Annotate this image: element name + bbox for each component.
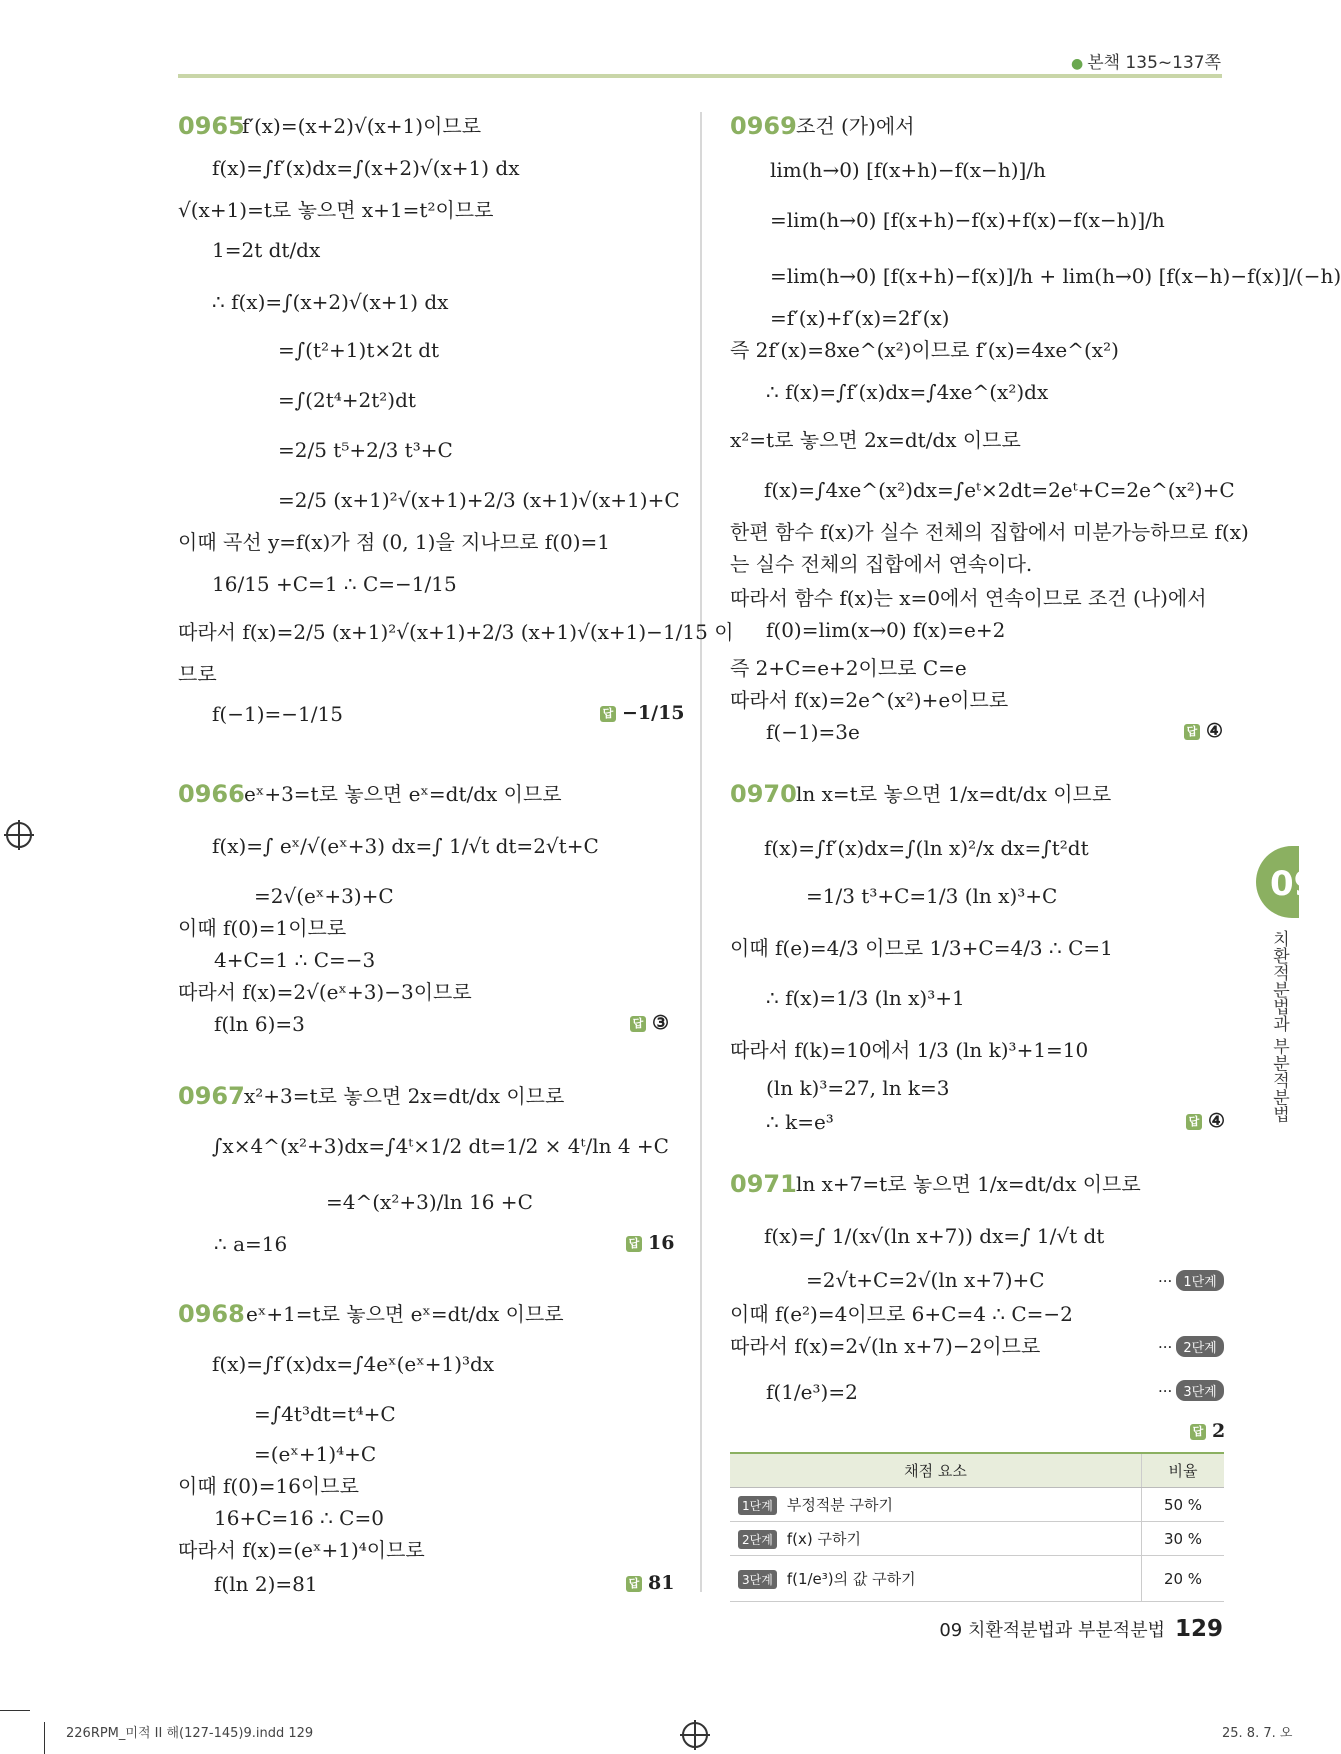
table-header: 채점 요소 비율 — [730, 1453, 1224, 1488]
solution-line: 즉 2f′(x)=8xe^(x²)이므로 f′(x)=4xe^(x²) — [730, 338, 1119, 362]
answer-icon: 답 — [626, 1576, 642, 1592]
table-cell: 50 % — [1142, 1488, 1225, 1522]
answer-badge: 답 ③ — [630, 1012, 669, 1034]
solution-line: ∴ f(x)=1/3 (ln x)³+1 — [766, 986, 965, 1010]
table-cell: 30 % — [1142, 1522, 1225, 1556]
solution-line: f(1/e³)=2 — [766, 1380, 858, 1404]
solution-line: =lim(h→0) [f(x+h)−f(x)+f(x)−f(x−h)]/h — [770, 208, 1165, 232]
answer-icon: 답 — [1184, 724, 1200, 740]
solution-line: =f′(x)+f′(x)=2f′(x) — [770, 306, 950, 330]
solution-line: ln x+7=t로 놓으면 1/x=dt/dx 이므로 — [796, 1172, 1141, 1196]
table-row — [730, 1522, 1224, 1556]
problem-number: 0966 — [178, 780, 245, 808]
answer-badge: 답 ④ — [1184, 720, 1223, 742]
solution-line: f(−1)=3e — [766, 720, 860, 744]
solution-line: 따라서 f(k)=10에서 1/3 (ln k)³+1=10 — [730, 1038, 1089, 1062]
solution-line: =∫4t³dt=t⁴+C — [254, 1402, 396, 1426]
solution-line: =∫(2t⁴+2t²)dt — [278, 388, 416, 412]
solution-line: f′(x)=(x+2)√(x+1)이므로 — [242, 114, 482, 138]
solution-line: 는 실수 전체의 집합에서 연속이다. — [730, 552, 1033, 576]
solution-line: =2/5 t⁵+2/3 t³+C — [278, 438, 453, 462]
solution-line: =2√(eˣ+3)+C — [254, 884, 394, 908]
solution-line: 이때 f(0)=16이므로 — [178, 1474, 359, 1498]
solution-line: =2√t+C=2√(ln x+7)+C — [806, 1268, 1045, 1292]
step-marker: ··· 2단계 — [1158, 1336, 1224, 1357]
solution-line: 16+C=16 ∴ C=0 — [214, 1506, 384, 1530]
solution-line: 이때 f(e)=4/3 이므로 1/3+C=4/3 ∴ C=1 — [730, 936, 1113, 960]
crop-mark — [44, 1722, 45, 1754]
solution-line: f(ln 6)=3 — [214, 1012, 305, 1036]
solution-line: 따라서 f(x)=(eˣ+1)⁴이므로 — [178, 1538, 425, 1562]
solution-line: 따라서 f(x)=2e^(x²)+e이므로 — [730, 688, 1009, 712]
table-row — [730, 1556, 1224, 1602]
solution-line: ∴ f(x)=∫(x+2)√(x+1) dx — [212, 290, 449, 314]
solution-line: 4+C=1 ∴ C=−3 — [214, 948, 376, 972]
solution-line: 따라서 f(x)=2√(eˣ+3)−3이므로 — [178, 980, 472, 1004]
chapter-side-title: 치환적분법과 부분적분법 — [1269, 930, 1289, 1123]
print-date: 25. 8. 7. 오 — [1222, 1726, 1293, 1741]
solution-line: =∫(t²+1)t×2t dt — [278, 338, 440, 362]
solution-line: 따라서 f(x)=2√(ln x+7)−2이므로 — [730, 1334, 1041, 1358]
solution-line: f(x)=∫ eˣ/√(eˣ+3) dx=∫ 1/√t dt=2√t+C — [212, 834, 599, 858]
solution-line: f(x)=∫f′(x)dx=∫(x+2)√(x+1) dx — [212, 156, 520, 180]
solution-line: 이때 f(e²)=4이므로 6+C=4 ∴ C=−2 — [730, 1302, 1073, 1326]
step-label: 2단계 — [738, 1530, 777, 1549]
solution-line: 조건 (가)에서 — [796, 114, 915, 138]
book-reference: ● 본책 135~137쪽 — [1070, 53, 1221, 73]
table-cell: f(1/e³)의 값 구하기 — [786, 1570, 916, 1588]
scoring-table — [730, 1452, 1224, 1602]
step-marker: ··· 3단계 — [1158, 1380, 1224, 1401]
table-cell: 20 % — [1142, 1556, 1225, 1602]
page-footer: 09 치환적분법과 부분적분법 129 — [939, 1616, 1223, 1642]
solution-line: √(x+1)=t로 놓으면 x+1=t²이므로 — [178, 198, 494, 222]
answer-icon: 답 — [626, 1236, 642, 1252]
answer-icon: 답 — [1190, 1424, 1206, 1440]
solution-line: ln x=t로 놓으면 1/x=dt/dx 이므로 — [796, 782, 1112, 806]
solution-line: ∴ a=16 — [214, 1232, 288, 1256]
solution-line: 이때 f(0)=1이므로 — [178, 916, 347, 940]
solution-line: f(−1)=−1/15 — [212, 702, 343, 726]
solution-line: f(ln 2)=81 — [214, 1572, 318, 1596]
page-number: 129 — [1174, 1616, 1223, 1642]
solution-line: 따라서 f(x)=2/5 (x+1)²√(x+1)+2/3 (x+1)√(x+1)−1/15 이 — [178, 620, 734, 644]
solution-line: =lim(h→0) [f(x+h)−f(x)]/h + lim(h→0) [f(x−h)−f(x)]/(−h) — [770, 264, 1341, 288]
solution-line: 1=2t dt/dx — [212, 238, 321, 262]
answer-icon: 답 — [630, 1016, 646, 1032]
answer-badge: 답 −1/15 — [600, 702, 685, 724]
answer-badge: 답 81 — [626, 1572, 674, 1594]
answer-icon: 답 — [600, 706, 616, 722]
solution-line: f(x)=∫ 1/(x√(ln x+7)) dx=∫ 1/√t dt — [764, 1224, 1105, 1248]
problem-number: 0967 — [178, 1082, 245, 1110]
answer-badge: 답 ④ — [1186, 1110, 1225, 1132]
solution-line: ∫x×4^(x²+3)dx=∫4ᵗ×1/2 dt=1/2 × 4ᵗ/ln 4 +C — [212, 1134, 669, 1158]
problem-number: 0969 — [730, 112, 797, 140]
step-marker: ··· 1단계 — [1158, 1270, 1224, 1291]
table-row — [730, 1488, 1224, 1522]
chapter-tab: 09 — [1256, 846, 1299, 918]
problem-number: 0965 — [178, 112, 245, 140]
table-cell: 부정적분 구하기 — [786, 1496, 894, 1514]
step-label: 1단계 — [738, 1496, 777, 1515]
answer-badge: 답 16 — [626, 1232, 674, 1254]
solution-line: ∴ k=e³ — [766, 1110, 834, 1134]
solution-line: eˣ+3=t로 놓으면 eˣ=dt/dx 이므로 — [244, 782, 562, 806]
solution-line: f(x)=∫f′(x)dx=∫(ln x)²/x dx=∫t²dt — [764, 836, 1089, 860]
solution-line: =(eˣ+1)⁴+C — [254, 1442, 377, 1466]
solution-line: lim(h→0) [f(x+h)−f(x−h)]/h — [770, 158, 1046, 182]
solution-line: eˣ+1=t로 놓으면 eˣ=dt/dx 이므로 — [246, 1302, 564, 1326]
table-cell: f(x) 구하기 — [786, 1530, 861, 1548]
top-rule — [178, 74, 1222, 78]
solution-line: 한편 함수 f(x)가 실수 전체의 집합에서 미분가능하므로 f(x) — [730, 520, 1249, 544]
column-divider — [700, 112, 702, 1592]
step-label: 3단계 — [738, 1570, 777, 1589]
solution-line: 므로 — [178, 662, 217, 686]
solution-line: (ln k)³=27, ln k=3 — [766, 1076, 950, 1100]
answer-icon: 답 — [1186, 1114, 1202, 1130]
solution-line: =2/5 (x+1)²√(x+1)+2/3 (x+1)√(x+1)+C — [278, 488, 680, 512]
print-file-info: 226RPM_미적 II 해(127-145)9.indd 129 — [66, 1726, 314, 1741]
solution-line: 16/15 +C=1 ∴ C=−1/15 — [212, 572, 457, 596]
solution-line: 따라서 함수 f(x)는 x=0에서 연속이므로 조건 (나)에서 — [730, 586, 1207, 610]
solution-line: =4^(x²+3)/ln 16 +C — [326, 1190, 533, 1214]
solution-line: =1/3 t³+C=1/3 (ln x)³+C — [806, 884, 1058, 908]
registration-mark-icon — [6, 822, 32, 848]
solution-line: f(x)=∫4xe^(x²)dx=∫eᵗ×2dt=2eᵗ+C=2e^(x²)+C — [764, 478, 1235, 502]
registration-mark-icon — [682, 1722, 708, 1748]
problem-number: 0970 — [730, 780, 797, 808]
solution-line: x²=t로 놓으면 2x=dt/dx 이므로 — [730, 428, 1021, 452]
solution-line: 즉 2+C=e+2이므로 C=e — [730, 656, 967, 680]
answer-badge: 답 2 — [1190, 1420, 1225, 1442]
solution-line: ∴ f(x)=∫f′(x)dx=∫4xe^(x²)dx — [766, 380, 1049, 404]
crop-mark — [0, 1710, 30, 1711]
solution-line: 이때 곡선 y=f(x)가 점 (0, 1)을 지나므로 f(0)=1 — [178, 530, 610, 554]
problem-number: 0968 — [178, 1300, 245, 1328]
solution-line: f(0)=lim(x→0) f(x)=e+2 — [766, 618, 1006, 642]
solution-line: f(x)=∫f′(x)dx=∫4eˣ(eˣ+1)³dx — [212, 1352, 495, 1376]
solution-line: x²+3=t로 놓으면 2x=dt/dx 이므로 — [244, 1084, 565, 1108]
problem-number: 0971 — [730, 1170, 797, 1198]
